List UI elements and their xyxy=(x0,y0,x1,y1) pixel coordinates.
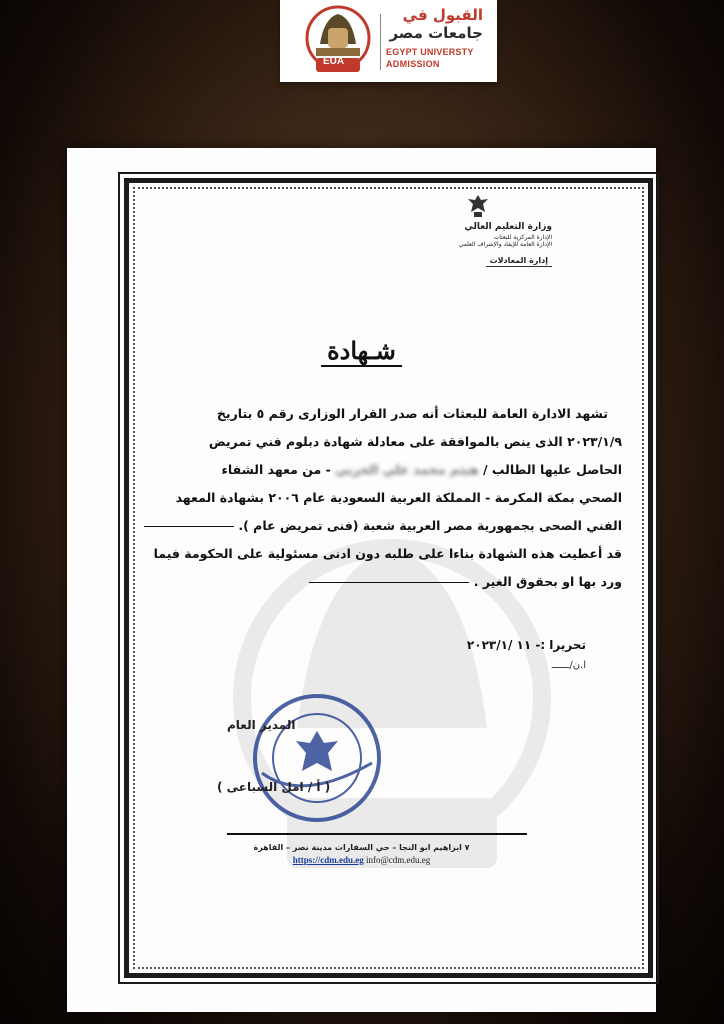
student-label: الحاصل عليها الطالب / xyxy=(482,462,622,477)
email-text[interactable]: info@cdm.edu.eg xyxy=(365,855,431,865)
body-line: ورد بها او بحقوق الغير . xyxy=(142,568,622,596)
brand-arabic-line1: القبول في xyxy=(402,6,483,24)
fill-line xyxy=(144,526,234,527)
certificate-paper xyxy=(67,148,656,1012)
brand-english-line1: EGYPT UNIVERSTY xyxy=(386,47,474,57)
ministry-name: وزارة التعليم العالي xyxy=(464,222,552,232)
footer-divider xyxy=(227,833,527,835)
body-line: قد أعطيت هذه الشهادة بناءا على طلبه دون ادنى مسئولية على الحكومة فيما xyxy=(153,546,622,561)
footer-address: ٧ ابراهيم ابو النجا – حي السفارات مدينة نصر – القاهرة xyxy=(253,843,470,852)
fill-line xyxy=(309,582,469,583)
central-administration: الإدارة المركزية للبعثات xyxy=(493,234,552,241)
issue-date: تحريرا :- ١١ /٢٠٢٣/١ xyxy=(466,638,586,652)
logo-divider xyxy=(380,14,381,70)
institute-text: - من معهد الشفاء xyxy=(221,462,331,477)
body-line: ٢٠٢٣/١/٩ الذى ينص بالموافقة على معادلة شهادة دبلوم فني تمريض xyxy=(208,434,622,449)
logo-badge-text: EUA xyxy=(323,56,345,67)
body-line: الفني الصحى بجمهورية مصر العربية شعبة (فنى تمريض عام ). xyxy=(142,512,622,540)
clerk-initials: ا.ن/ــــــ xyxy=(551,660,586,671)
brand-arabic-line2: جامعات مصر xyxy=(389,24,483,42)
body-line: الصحي بمكة المكرمة - المملكة العربية السعودية عام ٢٠٠٦ بشهادة المعهد xyxy=(175,490,622,505)
director-name: ( أ / امل السباعى ) xyxy=(217,780,331,794)
brand-logo-card xyxy=(280,0,497,82)
certificate-body xyxy=(142,400,622,596)
website-link[interactable]: https://cdm.edu.eg xyxy=(292,855,364,865)
body-line: تشهد الادارة العامة للبعثات أنه صدر القرار الوزارى رقم ٥ بتاريخ xyxy=(216,406,608,421)
official-stamp-icon xyxy=(242,683,392,833)
director-title: المدير العام xyxy=(227,718,296,732)
redacted-student-name: هيثم محمد علي الحربي xyxy=(335,462,479,477)
footer-contacts xyxy=(67,855,656,865)
brand-english-line2: ADMISSION xyxy=(386,59,440,69)
department-name: إدارة المعادلات xyxy=(486,256,552,267)
ministry-header xyxy=(432,192,552,267)
certificate-title: شـهادة xyxy=(67,336,656,365)
general-administration: الإدارة العامة للإيفاد والإشراف العلمي xyxy=(458,241,552,248)
egypt-eagle-emblem-icon xyxy=(464,192,492,220)
body-line xyxy=(142,456,622,484)
